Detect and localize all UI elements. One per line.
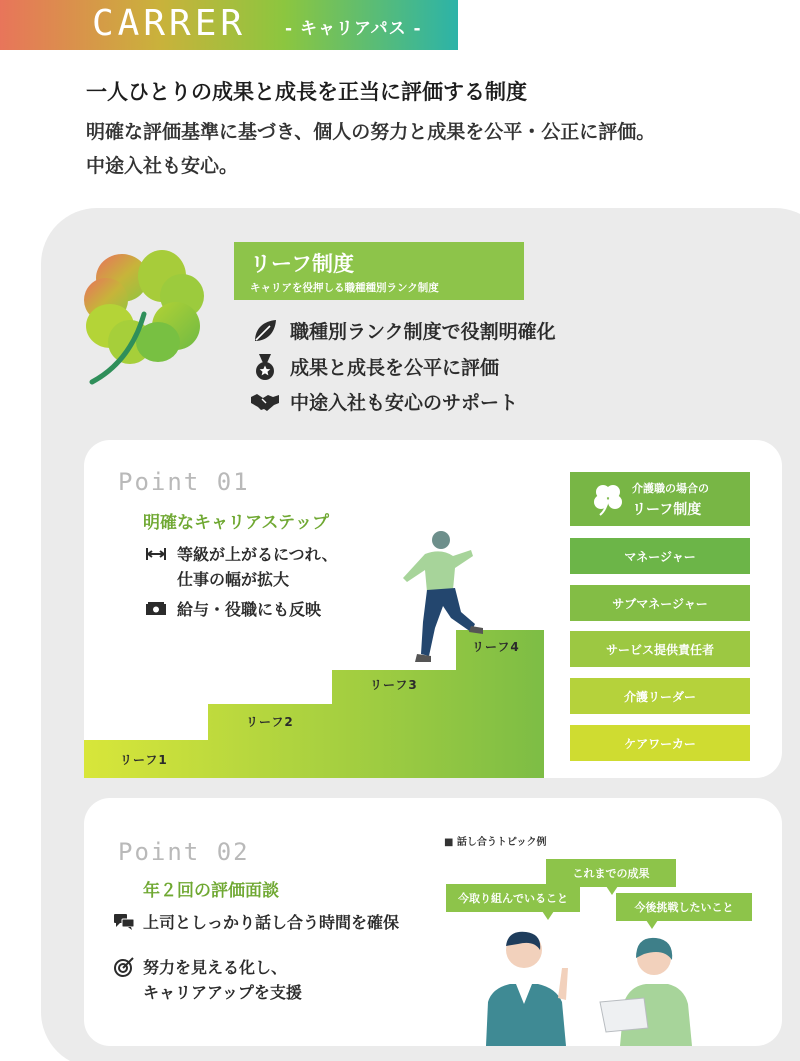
feature-text: 成果と成長を公平に評価 — [290, 357, 500, 379]
rank-item: ケアワーカー — [570, 725, 750, 761]
point1-item1 — [145, 542, 338, 565]
leaf-icon — [250, 318, 280, 344]
point2-item1-text: 上司としっかり話し合う時間を確保 — [143, 913, 400, 932]
rank-item: マネージャー — [570, 538, 750, 574]
intro-lead-line1: 明確な評価基準に基づき、個人の努力と成果を公平・公正に評価。 — [86, 121, 656, 143]
point1-item2-text: 給与・役職にも反映 — [177, 600, 322, 619]
point1-item1-line2: 仕事の幅が拡大 — [177, 570, 290, 589]
rank-item: サブマネージャー — [570, 585, 750, 621]
rank-header-line2: リーフ制度 — [632, 502, 702, 518]
step-label: リーフ3 — [370, 678, 418, 692]
header-banner — [0, 0, 458, 50]
step-label: リーフ2 — [246, 715, 294, 729]
clover-icon — [592, 482, 624, 516]
topic-text: 今取り組んでいること — [458, 892, 568, 905]
feature-row — [250, 317, 556, 344]
target-icon — [113, 955, 137, 978]
topic-text: 今後挑戦したいこと — [634, 901, 734, 914]
rank-header-line1: 介護職の場合の — [632, 482, 709, 495]
feature-text: 職種別ランク制度で役割明確化 — [290, 321, 556, 343]
point1-item2 — [145, 597, 321, 620]
feature-row — [250, 388, 518, 415]
topics-header: ■ 話し合うトピック例 — [444, 837, 547, 848]
point1-item1-line1: 等級が上がるにつれ、 — [177, 545, 338, 564]
chat-icon — [113, 910, 137, 933]
topic-text: これまでの成果 — [572, 867, 650, 880]
feature-text: 中途入社も安心のサポート — [290, 392, 519, 414]
point2-label: Point 02 — [118, 838, 250, 866]
topic-bubble — [546, 859, 676, 887]
topic-bubble — [616, 893, 752, 921]
leaf-system-title: リーフ制度 — [250, 252, 354, 276]
rank-item: サービス提供責任者 — [570, 631, 750, 667]
point1-label: Point 01 — [118, 468, 250, 496]
leaf-system-box — [234, 242, 524, 300]
page-subtitle: - キャリアパス - — [285, 19, 422, 39]
money-icon — [145, 597, 169, 620]
point2-item1 — [113, 910, 399, 933]
page-title: CARRER — [92, 3, 247, 44]
point2-title: 年２回の評価面談 — [143, 881, 279, 901]
handshake-icon — [250, 389, 280, 415]
intro-lead-line2: 中途入社も安心。 — [86, 155, 239, 177]
intro-headline: 一人ひとりの成果と成長を正当に評価する制度 — [86, 80, 527, 104]
medal-icon — [250, 354, 280, 380]
clover-icon — [84, 242, 204, 387]
climbing-person-illustration — [395, 528, 485, 670]
point1-title: 明確なキャリアステップ — [143, 513, 329, 533]
step-label: リーフ4 — [472, 640, 520, 654]
rank-item: 介護リーダー — [570, 678, 750, 714]
point2-item2-line1: 努力を見える化し、 — [143, 958, 288, 977]
point2-item2 — [113, 955, 287, 978]
topic-bubble — [446, 884, 580, 912]
point2-item2-line2: キャリアアップを支援 — [143, 983, 302, 1002]
step-label: リーフ1 — [120, 753, 168, 767]
meeting-people-illustration — [478, 928, 718, 1046]
feature-row — [250, 353, 499, 380]
width-arrow-icon — [145, 542, 169, 565]
rank-header — [570, 472, 750, 526]
leaf-system-subtitle: キャリアを役押しる職種種別ランク制度 — [250, 282, 439, 294]
